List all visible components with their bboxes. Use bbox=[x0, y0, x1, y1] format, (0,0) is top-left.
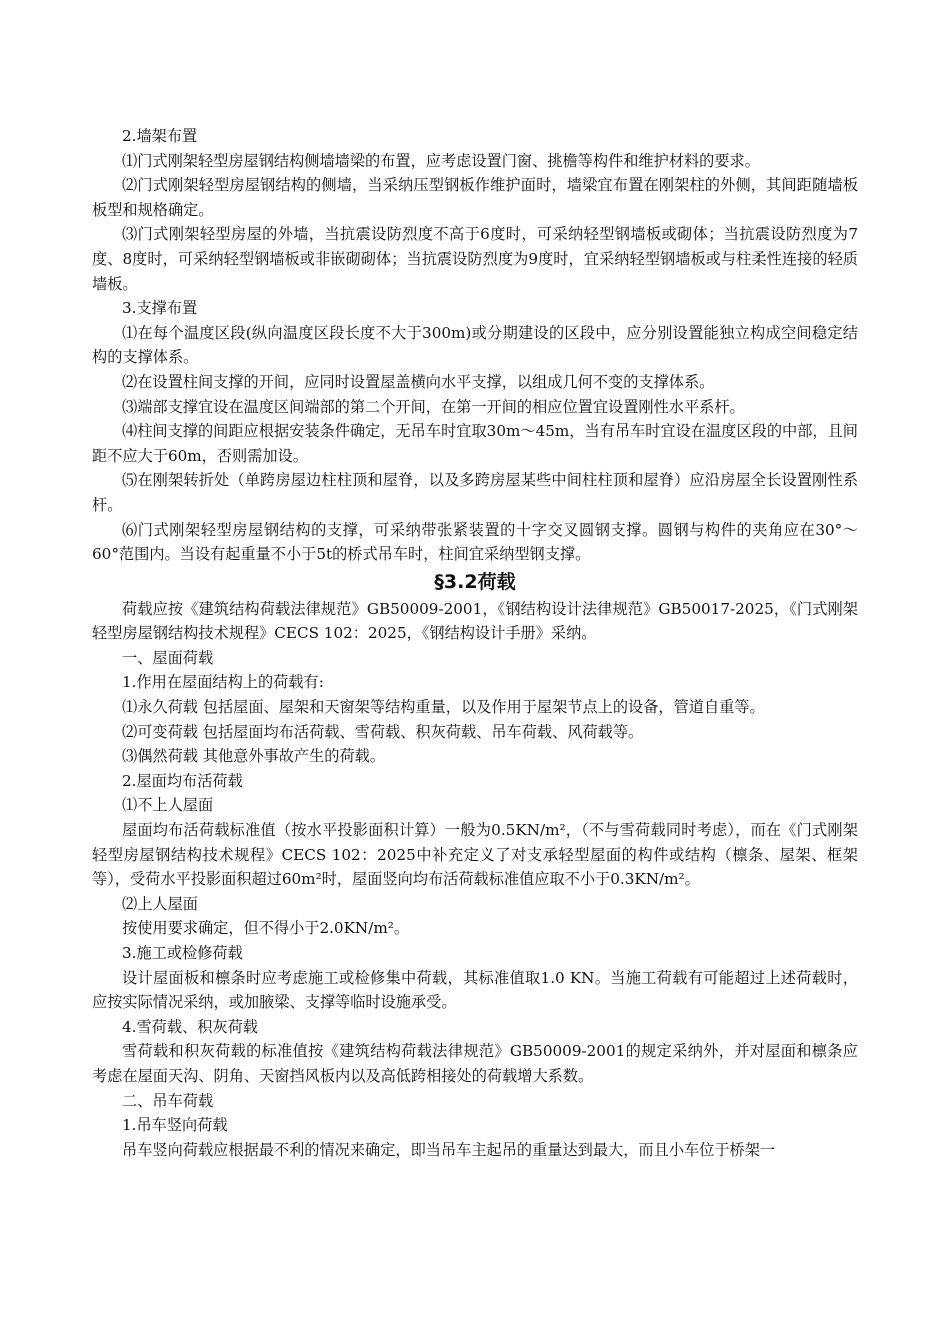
paragraph: ⑴门式刚架轻型房屋钢结构侧墙墙梁的布置，应考虑设置门窗、挑檐等构件和维护材料的要求。 bbox=[122, 151, 760, 170]
paragraph: ⑴不上人屋面 bbox=[122, 796, 214, 815]
paragraph: ⑵门式刚架轻型房屋钢结构的侧墙，当采纳压型钢板作维护面时，墙梁宜布置在刚架柱的外侧，其间距随墙板板型和规格确定。 bbox=[92, 176, 858, 219]
paragraph: 屋面均布活荷载标准值（按水平投影面积计算）一般为0.5KN/m²，（不与雪荷载同时考虑），而在《门式刚架轻型房屋钢结构技术规程》CECS 102：2025中补充定义了对支承轻型屋面的构件或结构（檩条、屋架、框架等），受荷水平投影面积超过60m²时，屋面竖向均布活荷载标准值应取不小于0.3KN/m²。 bbox=[92, 821, 858, 889]
paragraph: ⑵在设置柱间支撑的开间，应同时设置屋盖横向水平支撑，以组成几何不变的支撑体系。 bbox=[122, 372, 715, 391]
paragraph: 雪荷载和积灰荷载的标准值按《建筑结构荷载法律规范》GB50009-2001的规定采纳外，并对屋面和檩条应考虑在屋面天沟、阴角、天窗挡风板内以及高低跨相接处的荷载增大系数。 bbox=[92, 1042, 858, 1085]
section-title: §3.2荷载 bbox=[434, 570, 516, 593]
paragraph: 2.墙架布置 bbox=[122, 127, 198, 145]
paragraph: 3.施工或检修荷载 bbox=[122, 944, 243, 962]
paragraph: 荷载应按《建筑结构荷载法律规范》GB50009-2001，《钢结构设计法律规范》GB50017-2025，《门式刚架轻型房屋钢结构技术规程》CECS 102：2025，《钢结构设计手册》采纳。 bbox=[92, 599, 858, 643]
paragraph: ⑴在每个温度区段(纵向温度区段长度不大于300m)或分期建设的区段中，应分别设置能独立构成空间稳定结构的支撑体系。 bbox=[92, 323, 858, 367]
paragraph: 吊车竖向荷载应根据最不利的情况来确定，即当吊车主起吊的重量达到最大，而且小车位于桥架一 bbox=[122, 1140, 776, 1159]
paragraph: 4.雪荷载、积灰荷载 bbox=[122, 1017, 258, 1036]
paragraph: ⑵可变荷载 包括屋面均布活荷载、雪荷载、积灰荷载、吊车荷载、风荷载等。 bbox=[122, 722, 644, 741]
paragraph: 二、吊车荷载 bbox=[122, 1091, 214, 1110]
paragraph: ⑵上人屋面 bbox=[122, 894, 198, 913]
paragraph: ⑶门式刚架轻型房屋的外墙，当抗震设防烈度不高于6度时，可采纳轻型钢墙板或砌体；当抗震设防烈度为7度、8度时，可采纳轻型钢墙板或非嵌砌砌体；当抗震设防烈度为9度时，宜采纳轻型钢墙板或与柱柔性连接的轻质墙板。 bbox=[92, 225, 858, 293]
paragraph: ⑹门式刚架轻型房屋钢结构的支撑，可采纳带张紧装置的十字交叉圆钢支撑。圆钢与构件的夹角应在30°～60°范围内。当设有起重量不小于5t的桥式吊车时，柱间宜采纳型钢支撑。 bbox=[92, 520, 858, 564]
paragraph: ⑸在刚架转折处（单跨房屋边柱柱顶和屋脊，以及多跨房屋某些中间柱柱顶和屋脊）应沿房屋全长设置刚性系杆。 bbox=[92, 471, 858, 514]
paragraph: ⑴永久荷载 包括屋面、屋架和天窗架等结构重量，以及作用于屋架节点上的设备，管道自重等。 bbox=[122, 698, 765, 717]
paragraph: 设计屋面板和檩条时应考虑施工或检修集中荷载，其标准值取1.0 KN。当施工荷载有可能超过上述荷载时，应按实际情况采纳，或加腋梁、支撑等临时设施承受。 bbox=[92, 968, 858, 1012]
paragraph: ⑶端部支撑宜设在温度区间端部的第二个开间，在第一开间的相应位置宜设置刚性水平系杆。 bbox=[122, 397, 745, 416]
paragraph: ⑶偶然荷载 其他意外事故产生的荷载。 bbox=[122, 747, 386, 766]
paragraph: 2.屋面均布活荷载 bbox=[122, 771, 243, 790]
paragraph: 1.吊车竖向荷载 bbox=[122, 1116, 228, 1135]
paragraph: ⑷柱间支撑的间距应根据安装条件确定，无吊车时宜取30m～45m，当有吊车时宜设在温度区段的中部，且间距不应大于60m，否则需加设。 bbox=[92, 422, 858, 465]
document-body bbox=[92, 124, 858, 1162]
paragraph: 一、屋面荷载 bbox=[122, 648, 214, 667]
paragraph: 按使用要求确定，但不得小于2.0KN/m²。 bbox=[122, 919, 410, 938]
paragraph: 3.支撑布置 bbox=[122, 299, 198, 318]
paragraph: 1.作用在屋面结构上的荷载有: bbox=[122, 673, 324, 692]
